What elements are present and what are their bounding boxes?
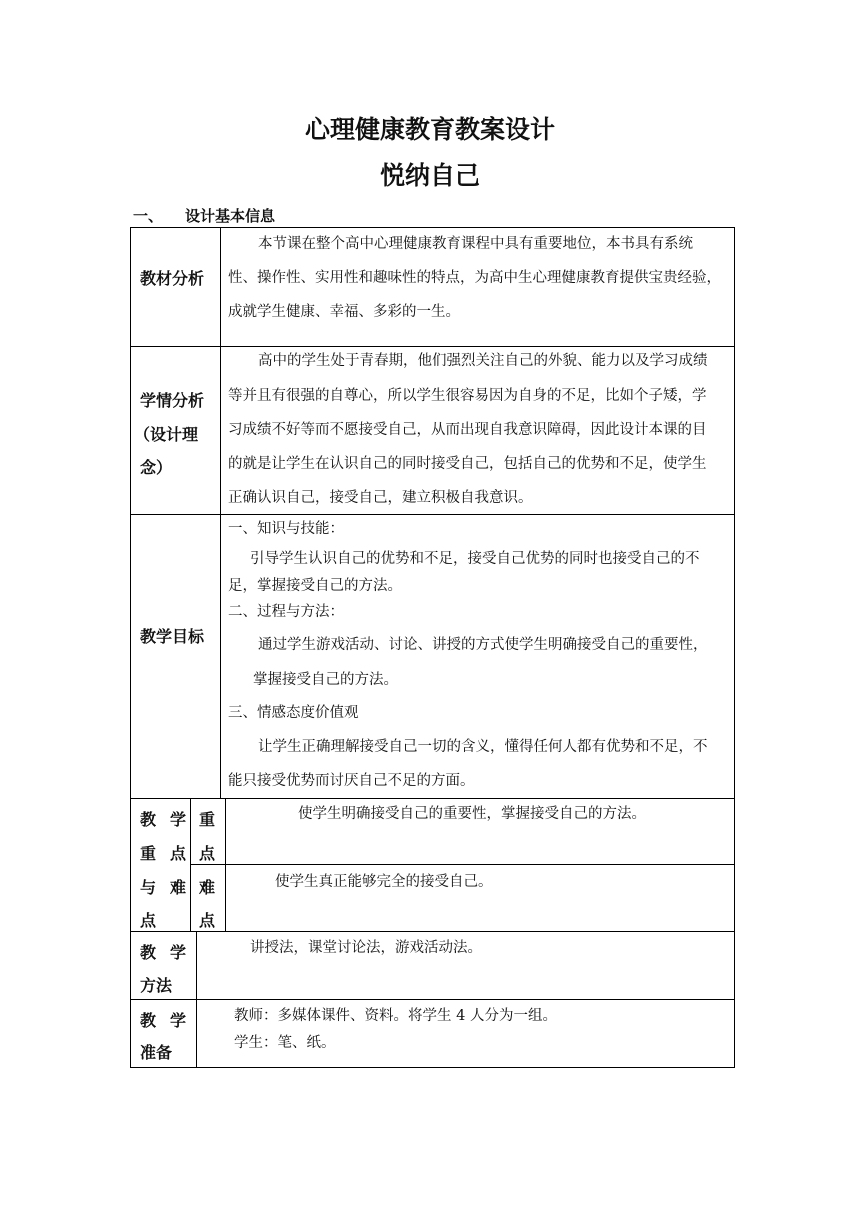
keypoints-label-char: 教 — [140, 810, 157, 829]
key-text: 使学生明确接受自己的重要性，掌握接受自己的方法。 — [298, 806, 646, 822]
material-label: 教材分析 — [140, 269, 205, 288]
keypoints-label-line — [140, 804, 186, 836]
prep-line: 学生：笔、纸。 — [234, 1035, 336, 1051]
column-divider — [190, 798, 191, 931]
student-label-line: （设计理 — [134, 425, 199, 444]
document-title: 心理健康教育教案设计 — [304, 115, 555, 144]
keypoints-label-char: 难 — [169, 878, 186, 897]
goals-line: 引导学生认识自己的优势和不足，接受自己优势的同时也接受自己的不 — [250, 551, 700, 567]
methods-text: 讲授法，课堂讨论法，游戏活动法。 — [250, 940, 482, 956]
keypoints-label-char: 重 — [140, 844, 157, 863]
difficult-sublabel-char: 点 — [199, 911, 216, 930]
student-label-line: 学情分析 — [140, 391, 205, 410]
methods-label-char: 教 — [140, 943, 157, 962]
goals-label: 教学目标 — [140, 627, 205, 646]
prep-label-char: 学 — [169, 1011, 186, 1030]
prep-label-line — [140, 1005, 186, 1037]
goals-line: 能只接受优势而讨厌自己不足的方面。 — [228, 773, 475, 789]
document-subtitle: 悦纳自己 — [379, 161, 480, 190]
section-number: 一、 — [133, 207, 164, 225]
goals-line: 二、过程与方法： — [228, 604, 344, 620]
keypoints-label-line — [140, 838, 186, 870]
goals-line: 让学生正确理解接受自己一切的含义，懂得任何人都有优势和不足，不 — [258, 739, 708, 755]
goals-line: 掌握接受自己的方法。 — [253, 672, 398, 688]
keypoints-label-char: 点 — [140, 911, 157, 930]
section-heading — [133, 205, 275, 226]
goals-line: 三、情感态度价值观 — [228, 705, 359, 721]
difficult-text: 使学生真正能够完全的接受自己。 — [275, 874, 493, 890]
keypoints-label-line — [140, 872, 186, 904]
row-divider — [130, 999, 735, 1000]
difficult-sublabel-char: 难 — [199, 878, 216, 897]
keypoints-label-char: 与 — [140, 878, 157, 897]
methods-label-line: 方法 — [140, 976, 173, 995]
student-line: 高中的学生处于青春期，他们强烈关注自己的外貌、能力以及学习成绩 — [258, 353, 708, 369]
material-line: 本节课在整个高中心理健康教育课程中具有重要地位，本书具有系统 — [258, 236, 693, 252]
prep-label-line: 准备 — [140, 1043, 173, 1062]
goals-line: 通过学生游戏活动、讨论、讲授的方式使学生明确接受自己的重要性， — [258, 637, 708, 653]
prep-label-char: 教 — [140, 1011, 157, 1030]
material-line: 成就学生健康、幸福、多彩的一生。 — [228, 304, 460, 320]
material-line: 性、操作性、实用性和趣味性的特点，为高中生心理健康教育提供宝贵经验， — [228, 270, 721, 286]
keypoints-label-char: 点 — [169, 844, 186, 863]
row-divider — [190, 864, 735, 865]
column-divider — [220, 227, 221, 798]
prep-line: 教师：多媒体课件、资料。将学生 4 人分为一组。 — [234, 1008, 557, 1024]
section-title: 设计基本信息 — [185, 207, 276, 225]
student-line: 的就是让学生在认识自己的同时接受自己，包括自己的优势和不足，使学生 — [228, 456, 707, 472]
student-label-line: 念） — [140, 458, 173, 477]
column-divider — [196, 931, 197, 1068]
goals-line: 足，掌握接受自己的方法。 — [228, 578, 402, 594]
methods-label-line — [140, 937, 186, 969]
student-line: 习成绩不好等而不愿接受自己，从而出现自我意识障碍，因此设计本课的目 — [228, 422, 707, 438]
student-line: 等并且有很强的自尊心，所以学生很容易因为自身的不足，比如个子矮，学 — [228, 388, 707, 404]
student-line: 正确认识自己，接受自己，建立积极自我意识。 — [228, 490, 533, 506]
goals-line: 一、知识与技能： — [228, 521, 344, 537]
keypoints-label-char: 学 — [169, 810, 186, 829]
methods-label-char: 学 — [169, 943, 186, 962]
key-sublabel-char: 重 — [199, 810, 216, 829]
key-sublabel-char: 点 — [199, 844, 216, 863]
column-divider — [225, 798, 226, 931]
